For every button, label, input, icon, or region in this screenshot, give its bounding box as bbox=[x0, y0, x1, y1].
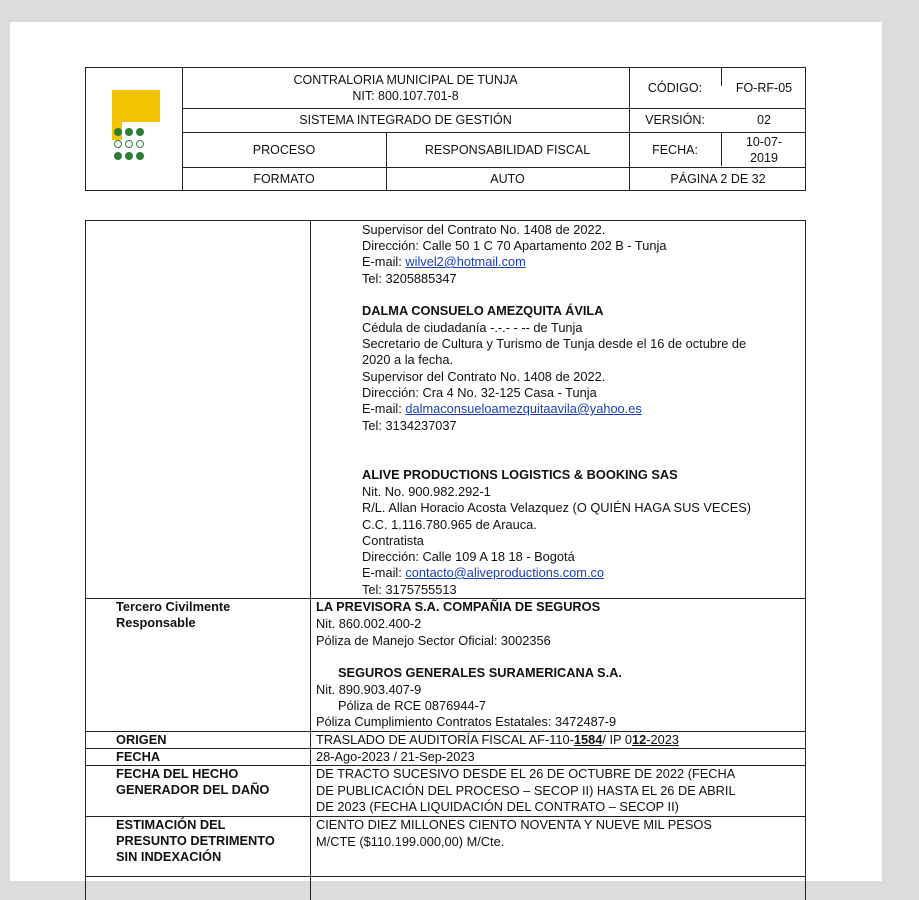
entity-name: CONTRALORIA MUNICIPAL DE TUNJA bbox=[293, 73, 518, 87]
codigo-label: CÓDIGO: bbox=[647, 81, 703, 95]
origen-value-b: 1584 bbox=[573, 732, 603, 747]
formato-label: FORMATO bbox=[253, 172, 315, 186]
insurer1-poliza: Póliza de Manejo Sector Oficial: 3002356 bbox=[316, 633, 551, 648]
insurer1-nit: Nit. 860.002.400-2 bbox=[316, 616, 422, 631]
block1-address: Dirección: Calle 50 1 C 70 Apartamento 202 B - Tunja bbox=[362, 238, 667, 253]
header-entity bbox=[182, 68, 629, 108]
fecha-value: 28-Ago-2023 / 21-Sep-2023 bbox=[316, 749, 475, 764]
fecha-header-label: FECHA: bbox=[652, 142, 698, 157]
insurer1-name: LA PREVISORA S.A. COMPAÑIA DE SEGUROS bbox=[316, 599, 601, 614]
estimacion-label-line3: SIN INDEXACIÓN bbox=[116, 849, 222, 864]
hecho-line1: DE TRACTO SUCESIVO DESDE EL 26 DE OCTUBRE DE 2022 (FECHA bbox=[316, 766, 736, 781]
origen-value-c: / IP 0 bbox=[602, 732, 633, 747]
block2-email-line bbox=[362, 401, 642, 417]
system-name: SISTEMA INTEGRADO DE GESTIÓN bbox=[299, 113, 512, 127]
document-page bbox=[10, 22, 882, 881]
block3-nit: Nit. No. 900.982.292-1 bbox=[362, 484, 491, 499]
block2-email-prefix: E-mail: bbox=[362, 401, 406, 416]
estimacion-line2: M/CTE ($110.199.000,00) M/Cte. bbox=[316, 834, 505, 849]
hecho-line3: DE 2023 (FECHA LIQUIDACIÓN DEL CONTRATO – SECOP II) bbox=[316, 799, 679, 814]
insurer2-name: SEGUROS GENERALES SURAMERICANA S.A. bbox=[338, 665, 622, 680]
block3-name: ALIVE PRODUCTIONS LOGISTICS & BOOKING SAS bbox=[362, 467, 678, 482]
block2-address: Dirección: Cra 4 No. 32-125 Casa - Tunja bbox=[362, 385, 597, 400]
block3-role: Contratista bbox=[362, 533, 424, 548]
estimacion-line1: CIENTO DIEZ MILLONES CIENTO NOVENTA Y NUEVE MIL PESOS bbox=[316, 817, 712, 832]
block3-address: Dirección: Calle 109 A 18 18 - Bogotá bbox=[362, 549, 575, 564]
block2-email-link[interactable]: dalmaconsueloamezquitaavila@yahoo.es bbox=[405, 401, 642, 416]
block2-cargo-cont: 2020 a la fecha. bbox=[362, 352, 454, 367]
fecha-header-line2: 2019 bbox=[750, 150, 778, 165]
block1-line1: Supervisor del Contrato No. 1408 de 2022. bbox=[362, 222, 606, 237]
estimacion-label-line1: ESTIMACIÓN DEL bbox=[116, 817, 226, 832]
fecha-header-line1: 10-07- bbox=[745, 134, 783, 149]
fecha-label: FECHA bbox=[116, 749, 161, 764]
block2-supervisor: Supervisor del Contrato No. 1408 de 2022. bbox=[362, 369, 606, 384]
estimacion-label-line2: PRESUNTO DETRIMENTO bbox=[116, 833, 275, 848]
tercero-label-line2: Responsable bbox=[116, 615, 196, 630]
origen-value-e: -2023 bbox=[646, 732, 679, 747]
hecho-line2: DE PUBLICACIÓN DEL PROCESO – SECOP II) HASTA EL 26 DE ABRIL bbox=[316, 783, 736, 798]
codigo-value: FO-RF-05 bbox=[735, 81, 793, 95]
version-label: VERSIÓN: bbox=[645, 113, 705, 127]
document-header-table bbox=[85, 67, 806, 191]
block3-cc: C.C. 1.116.780.965 de Arauca. bbox=[362, 517, 537, 532]
block2-cargo: Secretario de Cultura y Turismo de Tunja desde el 16 de octubre de bbox=[362, 336, 747, 351]
block3-email-line bbox=[362, 565, 604, 581]
proceso-value: RESPONSABILIDAD FISCAL bbox=[424, 142, 591, 157]
block3-email-prefix: E-mail: bbox=[362, 565, 406, 580]
insurer2-nit: Nit. 890.903.407-9 bbox=[316, 682, 422, 697]
tercero-label bbox=[116, 599, 230, 631]
version-value: 02 bbox=[757, 113, 771, 127]
entity-nit: NIT: 800.107.701-8 bbox=[352, 89, 459, 103]
insurer2-poliza-cumplimiento: Póliza Cumplimiento Contratos Estatales: 3472487-9 bbox=[316, 714, 617, 729]
block2-cedula: Cédula de ciudadanía -.-.- - -- de Tunja bbox=[362, 320, 583, 335]
block3-representante: R/L. Allan Horacio Acosta Velazquez (O QUIÉN HAGA SUS VECES) bbox=[362, 500, 752, 515]
origen-value-d: 12 bbox=[632, 732, 647, 747]
hecho-label-line1: FECHA DEL HECHO bbox=[116, 766, 239, 781]
block3-email-link[interactable]: contacto@aliveproductions.com.co bbox=[405, 565, 605, 580]
block2-phone: Tel: 3134237037 bbox=[362, 418, 457, 433]
insurer2-poliza-rce: Póliza de RCE 0876944-7 bbox=[338, 698, 486, 713]
block1-email-line bbox=[362, 254, 526, 270]
tercero-label-line1: Tercero Civilmente bbox=[116, 599, 231, 614]
formato-value: AUTO bbox=[490, 172, 525, 186]
block1-email-prefix: E-mail: bbox=[362, 254, 406, 269]
document-body-table bbox=[85, 220, 806, 900]
pagina-indicator: PÁGINA 2 DE 32 bbox=[670, 172, 766, 186]
hecho-label-line2: GENERADOR DEL DAÑO bbox=[116, 782, 270, 797]
proceso-label: PROCESO bbox=[252, 142, 316, 157]
origen-label: ORIGEN bbox=[116, 732, 167, 747]
origen-value bbox=[316, 732, 679, 748]
block1-email-link[interactable]: wilvel2@hotmail.com bbox=[405, 254, 526, 269]
block2-name: DALMA CONSUELO AMEZQUITA ÁVILA bbox=[362, 303, 604, 318]
block3-phone: Tel: 3175755513 bbox=[362, 582, 457, 597]
estimacion-label bbox=[116, 817, 275, 865]
block1-phone: Tel: 3205885347 bbox=[362, 271, 457, 286]
hecho-label bbox=[116, 766, 269, 798]
fecha-header-value bbox=[721, 132, 807, 167]
origen-value-a: TRASLADO DE AUDITORÍA FISCAL AF-110- bbox=[316, 732, 574, 747]
contraloria-logo bbox=[108, 90, 168, 166]
